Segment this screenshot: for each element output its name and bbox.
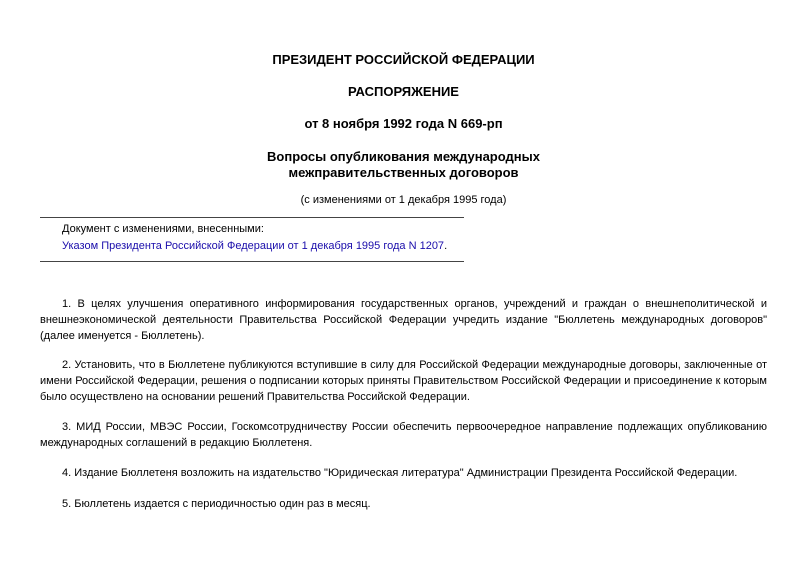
paragraph-2: 2. Установить, что в Бюллетене публикуются вступившие в силу для Российской Федерации международные договоры, заключенные от имени Российской Федерации, решения о подписании которых приняты Правительством Российской Федерации и присоединение к которым было осуществлено на основании решений Правительства Российской Федерации. (40, 359, 767, 403)
document-type: РАСПОРЯЖЕНИЕ (348, 84, 459, 99)
document-title-line-2: межправительственных договоров (288, 165, 519, 180)
amendments-reference (62, 239, 447, 254)
paragraph-1: 1. В целях улучшения оперативного информирования государственных органов, учреждений и граждан о внешнеполитической и внешнеэкономической деятельности Правительства Российской Федерации учредить издание "Бюллетень международных договоров" (далее именуется - Бюллетень). (40, 298, 767, 342)
amending-decree-link[interactable]: Указом Президента Российской Федерации от 1 декабря 1995 года N 1207 (62, 240, 445, 252)
paragraph-3: 3. МИД России, МВЭС России, Госкомсотрудничеству России обеспечить первоочередное направление подлежащих опубликованию международных соглашений в редакцию Бюллетеня. (40, 421, 767, 449)
paragraph-5: 5. Бюллетень издается с периодичностью один раз в месяц. (62, 498, 371, 510)
document-date-number: от 8 ноября 1992 года N 669-рп (304, 116, 503, 131)
issuing-authority: ПРЕЗИДЕНТ РОССИЙСКОЙ ФЕДЕРАЦИИ (272, 52, 535, 67)
amendments-intro: Документ с изменениями, внесенными: (62, 223, 264, 235)
amendments-bottom-rule (40, 261, 464, 262)
paragraph-4: 4. Издание Бюллетеня возложить на издательство "Юридическая литература" Администрации Президента Российской Федерации. (62, 467, 738, 479)
document-title-line-1: Вопросы опубликования международных (267, 149, 540, 164)
amendments-top-rule (40, 217, 464, 218)
amendment-note: (с изменениями от 1 декабря 1995 года) (300, 194, 507, 206)
amendments-reference-suffix: . (444, 240, 448, 252)
